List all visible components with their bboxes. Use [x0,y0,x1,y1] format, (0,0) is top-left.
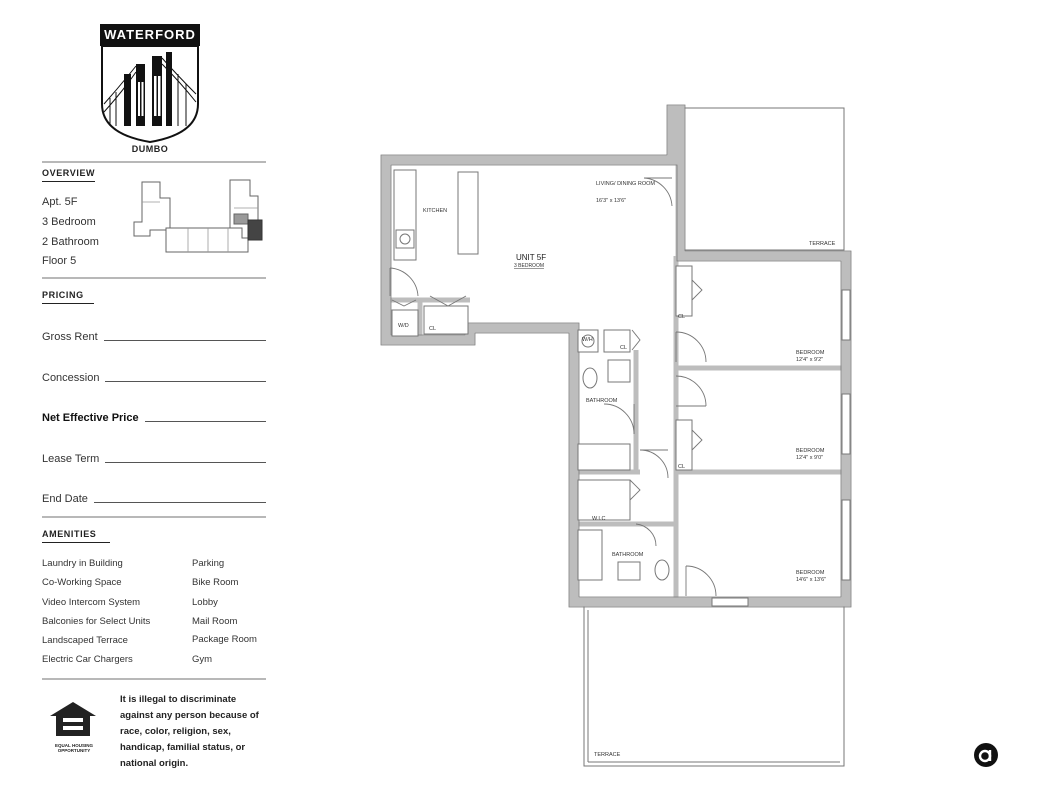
terrace-bottom-label: TERRACE [594,752,621,758]
unit-sublabel: 3 BEDROOM [514,263,545,269]
net-effective-price-row [42,408,266,424]
end-date-row [42,489,266,505]
waterford-logo [100,24,200,159]
bedroom-3-label: BEDROOM [796,570,825,576]
divider [42,678,266,680]
terrace-top-label: TERRACE [809,241,836,247]
end-date-field[interactable] [94,501,266,503]
divider [42,516,266,518]
amenity-item: Package Room [192,634,257,645]
end-date-label: End Date [42,493,88,505]
lease-term-row [42,449,266,465]
gross-rent-row [42,327,266,343]
equal-housing-caption: EQUAL HOUSING OPPORTUNITY [55,743,93,753]
net-effective-price-field[interactable] [145,420,266,422]
bathroom-1-label: BATHROOM [586,398,618,404]
amenity-item: Balconies for Select Units [42,616,151,627]
logo-subtitle: DUMBO [131,144,169,154]
building-key-plan [130,178,270,254]
concession-row [42,368,266,384]
amenity-item: Mail Room [192,616,238,627]
bedroom-1-dims: 12'4" x 9'2" [796,357,824,363]
kitchen-label: KITCHEN [423,208,448,214]
lease-term-label: Lease Term [42,453,100,465]
gross-rent-label: Gross Rent [42,331,98,343]
divider [42,161,266,163]
equal-housing-icon [48,700,98,738]
amenity-item: Lobby [192,597,218,608]
bedroom-1-label: BEDROOM [796,350,825,356]
bedroom-2-label: BEDROOM [796,448,825,454]
floor-number: Floor 5 [42,255,77,267]
closet-label: CL [429,326,437,332]
amenity-item: Parking [192,558,225,569]
net-effective-price-label: Net Effective Price [42,412,139,424]
living-room-dims: 16'3" x 13'6" [596,198,627,204]
amenity-item: Bike Room [192,577,239,588]
brand-badge-icon [973,742,999,768]
amenity-item: Laundry in Building [42,558,123,569]
concession-field[interactable] [105,380,266,382]
gross-rent-field[interactable] [104,339,266,341]
bedroom-2-dims: 12'4" x 9'0" [796,455,824,461]
bridge-shield-icon [100,46,200,144]
closet-label: CL [620,345,628,351]
lease-term-field[interactable] [105,461,266,463]
amenity-item: Landscaped Terrace [42,635,128,646]
bedroom-3-dims: 14'6" x 13'6" [796,577,827,583]
overview-heading: OVERVIEW [42,168,95,182]
amenity-item: Gym [192,654,213,665]
amenity-item: Electric Car Chargers [42,654,133,665]
concession-label: Concession [42,372,100,384]
living-room-label: LIVING/ DINING ROOM [596,181,655,187]
amenity-item: Video Intercom System [42,597,141,608]
closet-label: CL [678,464,686,470]
unit-label: UNIT 5F [516,253,547,262]
bathroom-count: 2 Bathroom [42,236,99,248]
sidebar [0,0,280,800]
amenity-item: Co-Working Space [42,577,122,588]
floor-plan [360,100,880,780]
amenities-heading: AMENITIES [42,529,110,543]
apartment-number: Apt. 5F [42,196,78,208]
equal-housing-statement: It is illegal to discriminate against any person because of race, color, religion, sex, handicap, familial status, or national origin. [120,694,259,769]
bedroom-count: 3 Bedroom [42,216,96,228]
closet-label: CL [678,314,686,320]
walk-in-closet-label: W.I.C [592,516,606,522]
terrace-top [684,108,844,250]
pricing-heading: PRICING [42,290,94,304]
terrace-bottom [584,606,844,766]
water-heater-label: W/H [582,337,593,343]
bathroom-2-label: BATHROOM [612,552,644,558]
washer-dryer-label: W/D [398,323,409,329]
logo-title: WATERFORD [100,24,200,46]
divider [42,277,266,279]
